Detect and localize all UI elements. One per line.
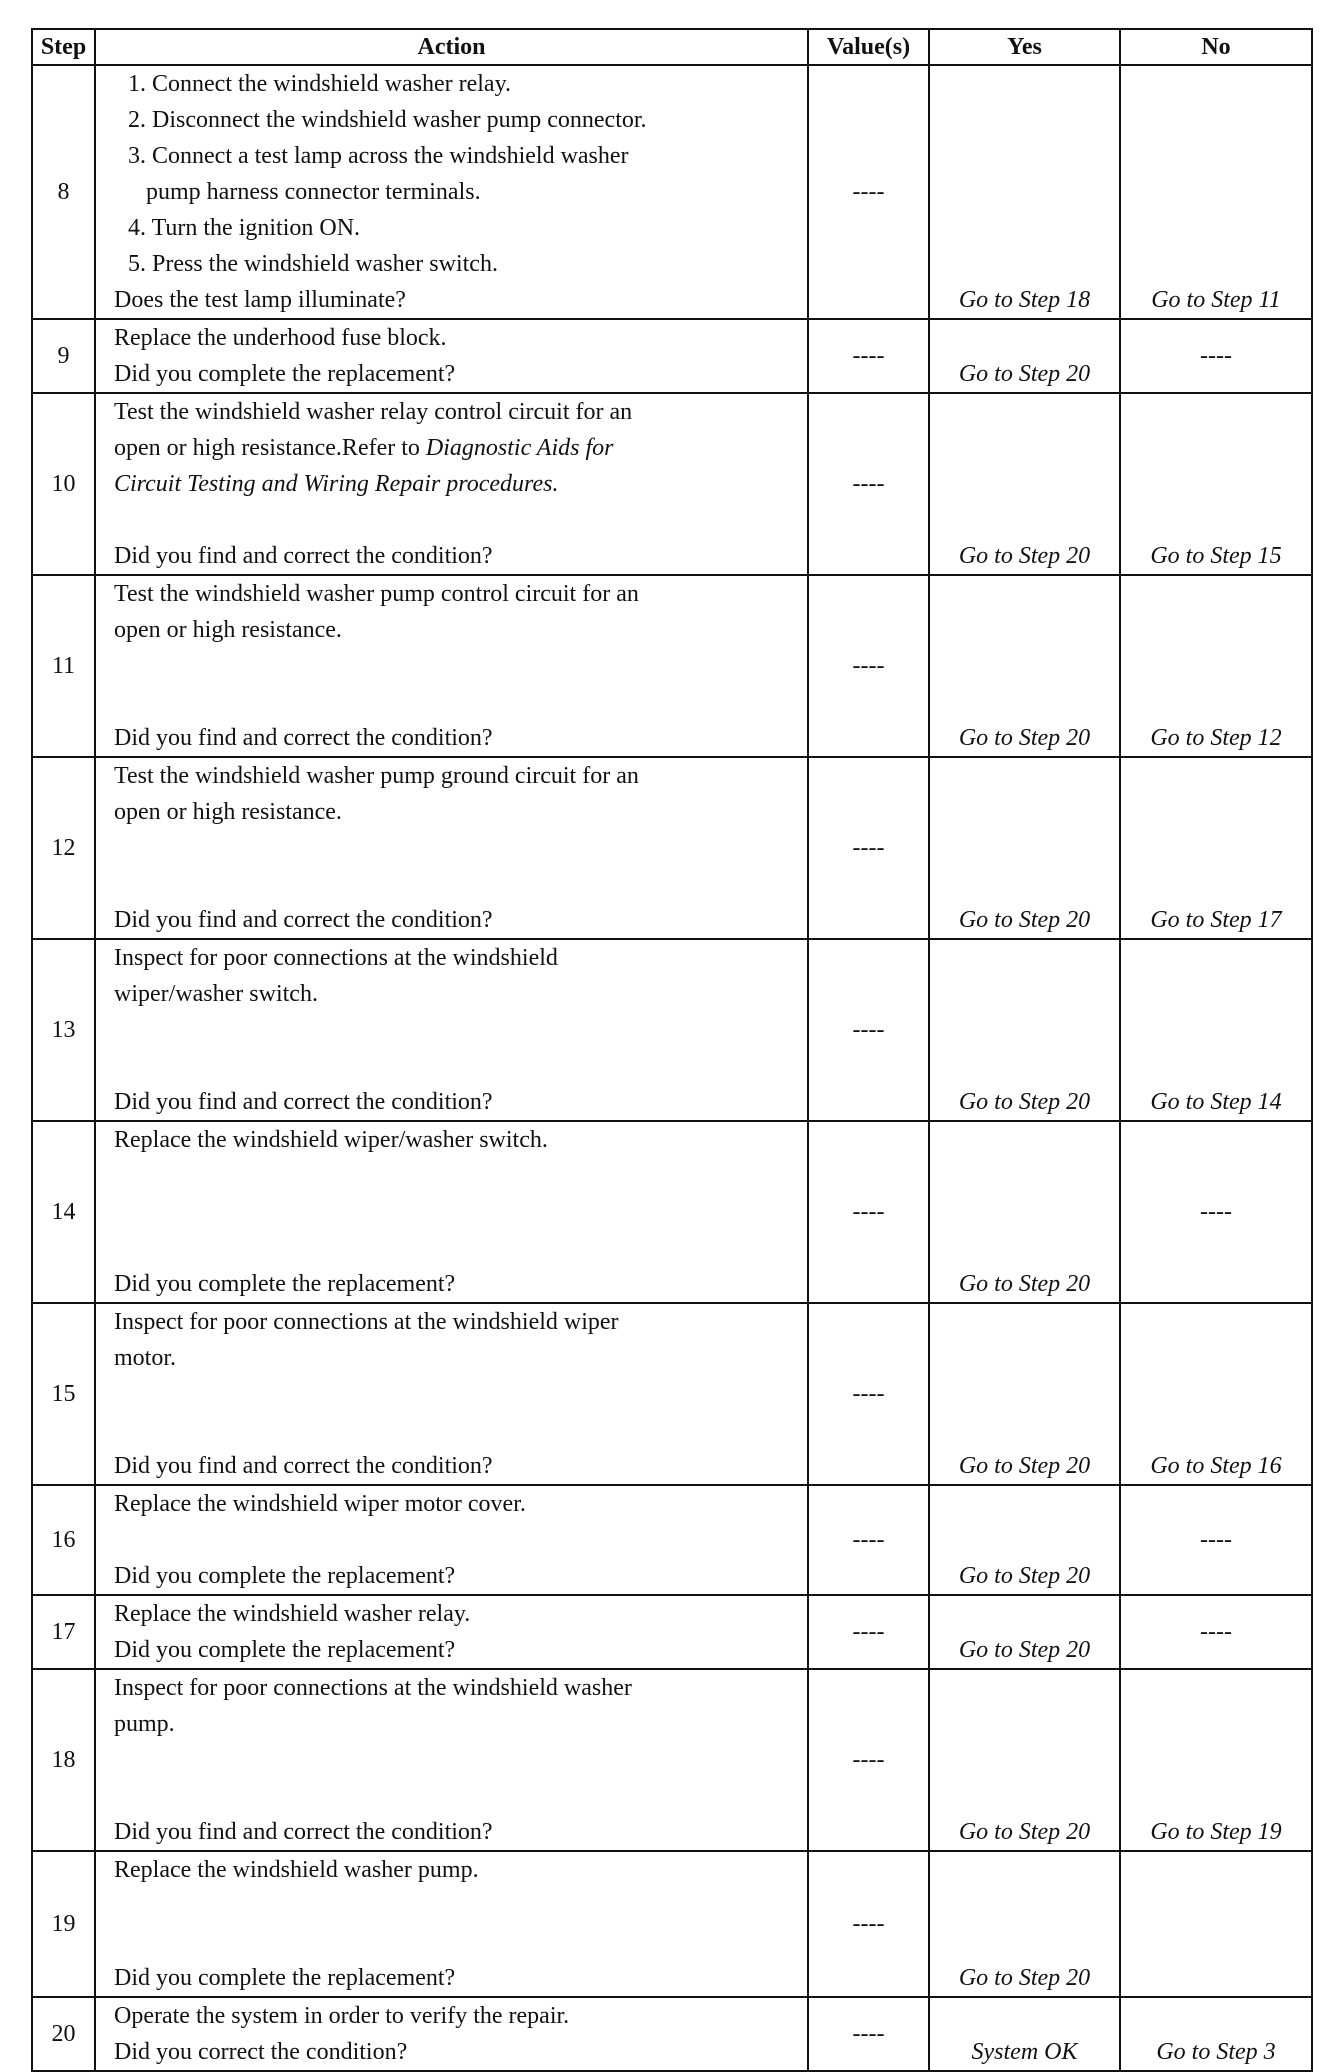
action-line: wiper/washer switch.: [114, 981, 318, 1007]
yes-cell: Go to Step 20: [929, 757, 1120, 939]
yes-cell: Go to Step 20: [929, 1595, 1120, 1669]
action-line: Replace the windshield wiper/washer switch.: [114, 1127, 548, 1153]
action-line: open or high resistance.: [114, 799, 342, 825]
action-question: Does the test lamp illuminate?: [114, 287, 406, 313]
action-text: open or high resistance.Refer to: [114, 435, 426, 461]
action-line: Replace the windshield washer pump.: [114, 1857, 479, 1883]
table-row: [32, 1851, 1312, 1997]
no-cell: Go to Step 16: [1120, 1303, 1312, 1485]
action-question: Did you complete the replacement?: [114, 1271, 456, 1297]
action-line: 2. Disconnect the windshield washer pump connector.: [128, 107, 647, 133]
action-line: 4. Turn the ignition ON.: [128, 215, 361, 241]
action-line: Test the windshield washer relay control circuit for an: [114, 399, 633, 425]
action-question: Did you complete the replacement?: [114, 1563, 456, 1589]
step-number: 9: [32, 319, 95, 393]
yes-cell: Go to Step 20: [929, 939, 1120, 1121]
step-number: 10: [32, 393, 95, 575]
yes-cell: Go to Step 18: [929, 65, 1120, 319]
action-line: Inspect for poor connections at the windshield washer: [114, 1675, 632, 1701]
value-cell: ----: [808, 575, 929, 757]
action-cell: [95, 1595, 808, 1669]
value-cell: ----: [808, 939, 929, 1121]
action-line: motor.: [114, 1345, 177, 1371]
action-line: open or high resistance.: [114, 617, 342, 643]
action-cell: [95, 939, 808, 1121]
action-question: Did you find and correct the condition?: [114, 725, 493, 751]
action-line: 3. Connect a test lamp across the windshield washer: [128, 143, 629, 169]
table-row: [32, 1997, 1312, 2071]
step-number: 12: [32, 757, 95, 939]
action-question: Did you find and correct the condition?: [114, 1453, 493, 1479]
value-cell: ----: [808, 1595, 929, 1669]
table-row: [32, 319, 1312, 393]
value-cell: ----: [808, 1303, 929, 1485]
value-cell: ----: [808, 1997, 929, 2071]
action-question: Did you find and correct the condition?: [114, 543, 493, 569]
step-number: 14: [32, 1121, 95, 1303]
no-cell: Go to Step 12: [1120, 575, 1312, 757]
action-line: 5. Press the windshield washer switch.: [128, 251, 498, 277]
action-question: Did you find and correct the condition?: [114, 1819, 493, 1845]
step-number: 16: [32, 1485, 95, 1595]
value-cell: ----: [808, 757, 929, 939]
table-row: [32, 393, 1312, 575]
action-line: Inspect for poor connections at the windshield: [114, 945, 558, 971]
step-number: 13: [32, 939, 95, 1121]
no-cell: ----: [1120, 1485, 1312, 1595]
doc-reference: Circuit Testing and Wiring Repair procedures.: [114, 471, 559, 497]
yes-cell: Go to Step 20: [929, 393, 1120, 575]
step-number: 20: [32, 1997, 95, 2071]
action-cell: [95, 1121, 808, 1303]
yes-cell: Go to Step 20: [929, 1303, 1120, 1485]
yes-cell: System OK: [929, 1997, 1120, 2071]
step-number: 11: [32, 575, 95, 757]
diagnostic-table: [31, 28, 1313, 2072]
action-line: Inspect for poor connections at the windshield wiper: [114, 1309, 619, 1335]
step-number: 17: [32, 1595, 95, 1669]
yes-cell: Go to Step 20: [929, 319, 1120, 393]
action-line: pump.: [114, 1711, 175, 1737]
no-cell: ----: [1120, 319, 1312, 393]
action-cell: [95, 65, 808, 319]
value-cell: ----: [808, 1851, 929, 1997]
table-row: [32, 65, 1312, 319]
action-question: Did you complete the replacement?: [114, 361, 456, 387]
header-values: Value(s): [808, 29, 929, 65]
step-number: 18: [32, 1669, 95, 1851]
yes-cell: Go to Step 20: [929, 1485, 1120, 1595]
no-cell: Go to Step 17: [1120, 757, 1312, 939]
value-cell: ----: [808, 319, 929, 393]
no-cell: ----: [1120, 1595, 1312, 1669]
table-row: [32, 1303, 1312, 1485]
action-cell: [95, 575, 808, 757]
no-cell: Go to Step 3: [1120, 1997, 1312, 2071]
no-cell: ----: [1120, 1121, 1312, 1303]
action-cell: [95, 319, 808, 393]
value-cell: ----: [808, 393, 929, 575]
value-cell: ----: [808, 1669, 929, 1851]
table-row: [32, 939, 1312, 1121]
no-cell: Go to Step 19: [1120, 1669, 1312, 1851]
action-cell: [95, 1303, 808, 1485]
action-line: Replace the windshield wiper motor cover.: [114, 1491, 526, 1517]
action-cell: [95, 1851, 808, 1997]
action-line: Operate the system in order to verify the repair.: [114, 2003, 570, 2029]
value-cell: ----: [808, 65, 929, 319]
action-question: Did you complete the replacement?: [114, 1637, 456, 1663]
header-step: Step: [32, 29, 95, 65]
yes-cell: Go to Step 20: [929, 1851, 1120, 1997]
action-cell: [95, 393, 808, 575]
action-cell: [95, 1997, 808, 2071]
yes-cell: Go to Step 20: [929, 1669, 1120, 1851]
no-cell: Go to Step 15: [1120, 393, 1312, 575]
table-row: [32, 1121, 1312, 1303]
action-line: Replace the windshield washer relay.: [114, 1601, 471, 1627]
action-line: Test the windshield washer pump ground circuit for an: [114, 763, 639, 789]
action-question: Did you complete the replacement?: [114, 1965, 456, 1991]
no-cell: [1120, 1851, 1312, 1997]
no-cell: Go to Step 14: [1120, 939, 1312, 1121]
table-row: [32, 575, 1312, 757]
table-row: [32, 1595, 1312, 1669]
table-row: [32, 757, 1312, 939]
action-line: 1. Connect the windshield washer relay.: [128, 71, 512, 97]
action-question: Did you find and correct the condition?: [114, 907, 493, 933]
yes-cell: Go to Step 20: [929, 575, 1120, 757]
action-cell: [95, 1669, 808, 1851]
action-question: Did you correct the condition?: [114, 2039, 408, 2065]
action-question: Did you find and correct the condition?: [114, 1089, 493, 1115]
value-cell: ----: [808, 1485, 929, 1595]
header-action: Action: [95, 29, 808, 65]
table-row: [32, 1485, 1312, 1595]
value-cell: ----: [808, 1121, 929, 1303]
yes-cell: Go to Step 20: [929, 1121, 1120, 1303]
doc-reference: Diagnostic Aids for: [425, 435, 614, 461]
header-row: [32, 29, 1312, 65]
table-row: [32, 1669, 1312, 1851]
no-cell: Go to Step 11: [1120, 65, 1312, 319]
header-yes: Yes: [929, 29, 1120, 65]
action-cell: [95, 1485, 808, 1595]
action-line: Test the windshield washer pump control circuit for an: [114, 581, 639, 607]
step-number: 15: [32, 1303, 95, 1485]
step-number: 19: [32, 1851, 95, 1997]
header-no: No: [1120, 29, 1312, 65]
step-number: 8: [32, 65, 95, 319]
action-line: pump harness connector terminals.: [146, 179, 481, 205]
action-steps: [114, 66, 801, 282]
action-line: Replace the underhood fuse block.: [114, 325, 447, 351]
diagnostic-table-container: [31, 28, 1311, 2072]
action-cell: [95, 757, 808, 939]
action-line: [114, 430, 801, 466]
